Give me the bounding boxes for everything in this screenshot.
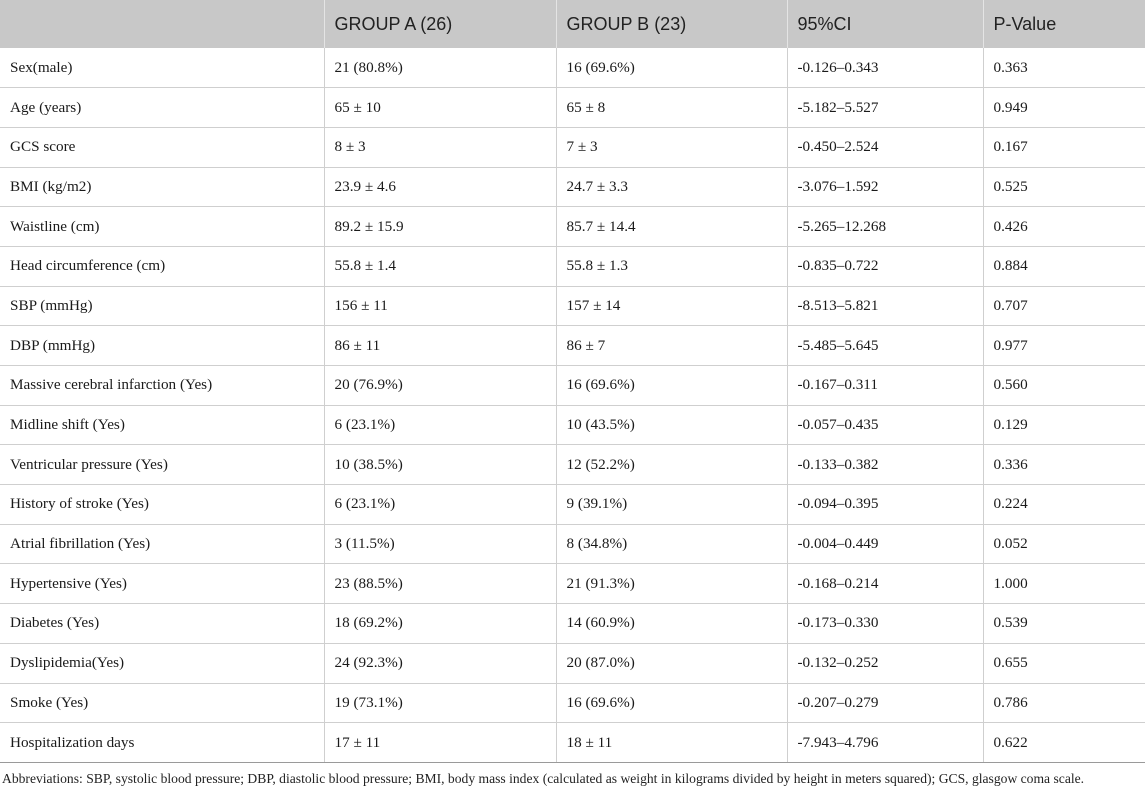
group-a-cell: 19 (73.1%): [324, 683, 556, 723]
table-row: [0, 48, 1145, 88]
p-value-cell: 0.884: [983, 246, 1145, 286]
group-b-cell: 9 (39.1%): [556, 485, 787, 525]
variable-cell: GCS score: [0, 127, 324, 167]
variable-cell: Hypertensive (Yes): [0, 564, 324, 604]
ci-cell: -8.513–5.821: [787, 286, 983, 326]
group-b-cell: 8 (34.8%): [556, 524, 787, 564]
table-row: [0, 604, 1145, 644]
ci-cell: -0.450–2.524: [787, 127, 983, 167]
table-row: [0, 643, 1145, 683]
variable-cell: Diabetes (Yes): [0, 604, 324, 644]
p-value-cell: 0.977: [983, 326, 1145, 366]
p-value-cell: 1.000: [983, 564, 1145, 604]
table-row: [0, 207, 1145, 247]
variable-cell: Age (years): [0, 88, 324, 128]
variable-cell: Hospitalization days: [0, 723, 324, 763]
variable-cell: Massive cerebral infarction (Yes): [0, 366, 324, 406]
group-b-cell: 16 (69.6%): [556, 48, 787, 88]
p-value-cell: 0.525: [983, 167, 1145, 207]
ci-cell: -0.207–0.279: [787, 683, 983, 723]
table-body: [0, 48, 1145, 762]
p-value-cell: 0.224: [983, 485, 1145, 525]
ci-cell: -0.835–0.722: [787, 246, 983, 286]
table-row: [0, 88, 1145, 128]
ci-cell: -7.943–4.796: [787, 723, 983, 763]
table-row: [0, 326, 1145, 366]
p-value-cell: 0.655: [983, 643, 1145, 683]
group-a-cell: 55.8 ± 1.4: [324, 246, 556, 286]
p-value-cell: 0.786: [983, 683, 1145, 723]
variable-cell: Midline shift (Yes): [0, 405, 324, 445]
table-row: [0, 286, 1145, 326]
p-value-cell: 0.949: [983, 88, 1145, 128]
variable-cell: Smoke (Yes): [0, 683, 324, 723]
table-row: [0, 246, 1145, 286]
table-row: [0, 405, 1145, 445]
ci-cell: -5.485–5.645: [787, 326, 983, 366]
group-a-cell: 6 (23.1%): [324, 405, 556, 445]
table-row: [0, 167, 1145, 207]
header-cell-group-a: GROUP A (26): [324, 0, 556, 48]
group-b-cell: 55.8 ± 1.3: [556, 246, 787, 286]
p-value-cell: 0.622: [983, 723, 1145, 763]
header-cell-group-b: GROUP B (23): [556, 0, 787, 48]
group-a-cell: 3 (11.5%): [324, 524, 556, 564]
group-a-cell: 18 (69.2%): [324, 604, 556, 644]
group-a-cell: 23.9 ± 4.6: [324, 167, 556, 207]
group-a-cell: 86 ± 11: [324, 326, 556, 366]
group-a-cell: 156 ± 11: [324, 286, 556, 326]
table-row: [0, 366, 1145, 406]
ci-cell: -0.168–0.214: [787, 564, 983, 604]
ci-cell: -0.126–0.343: [787, 48, 983, 88]
group-a-cell: 20 (76.9%): [324, 366, 556, 406]
p-value-cell: 0.539: [983, 604, 1145, 644]
group-a-cell: 8 ± 3: [324, 127, 556, 167]
group-a-cell: 23 (88.5%): [324, 564, 556, 604]
table-footnote: Abbreviations: SBP, systolic blood pressure; DBP, diastolic blood pressure; BMI, body mass index (calculated as weight in kilograms divided by height in meters squared); GCS, glasgow coma scale.: [2, 770, 1085, 786]
variable-cell: DBP (mmHg): [0, 326, 324, 366]
variable-cell: Atrial fibrillation (Yes): [0, 524, 324, 564]
group-b-cell: 65 ± 8: [556, 88, 787, 128]
ci-cell: -0.004–0.449: [787, 524, 983, 564]
table-row: [0, 485, 1145, 525]
variable-cell: Head circumference (cm): [0, 246, 324, 286]
header-row: [0, 0, 1145, 48]
table-row: [0, 127, 1145, 167]
p-value-cell: 0.336: [983, 445, 1145, 485]
p-value-cell: 0.363: [983, 48, 1145, 88]
group-a-cell: 6 (23.1%): [324, 485, 556, 525]
group-b-cell: 16 (69.6%): [556, 366, 787, 406]
group-b-cell: 12 (52.2%): [556, 445, 787, 485]
variable-cell: Dyslipidemia(Yes): [0, 643, 324, 683]
group-b-cell: 18 ± 11: [556, 723, 787, 763]
ci-cell: -3.076–1.592: [787, 167, 983, 207]
group-b-cell: 16 (69.6%): [556, 683, 787, 723]
variable-cell: Sex(male): [0, 48, 324, 88]
group-b-cell: 24.7 ± 3.3: [556, 167, 787, 207]
group-a-cell: 17 ± 11: [324, 723, 556, 763]
group-a-cell: 10 (38.5%): [324, 445, 556, 485]
group-b-cell: 86 ± 7: [556, 326, 787, 366]
p-value-cell: 0.129: [983, 405, 1145, 445]
group-a-cell: 21 (80.8%): [324, 48, 556, 88]
group-b-cell: 10 (43.5%): [556, 405, 787, 445]
group-b-cell: 85.7 ± 14.4: [556, 207, 787, 247]
p-value-cell: 0.560: [983, 366, 1145, 406]
header-cell-p-value: P-Value: [983, 0, 1145, 48]
ci-cell: -0.173–0.330: [787, 604, 983, 644]
variable-cell: History of stroke (Yes): [0, 485, 324, 525]
variable-cell: Ventricular pressure (Yes): [0, 445, 324, 485]
table-row: [0, 564, 1145, 604]
p-value-cell: 0.052: [983, 524, 1145, 564]
group-a-cell: 89.2 ± 15.9: [324, 207, 556, 247]
group-b-cell: 7 ± 3: [556, 127, 787, 167]
ci-cell: -0.167–0.311: [787, 366, 983, 406]
group-b-cell: 14 (60.9%): [556, 604, 787, 644]
group-a-cell: 24 (92.3%): [324, 643, 556, 683]
ci-cell: -0.094–0.395: [787, 485, 983, 525]
group-b-cell: 157 ± 14: [556, 286, 787, 326]
table-row: [0, 683, 1145, 723]
ci-cell: -0.057–0.435: [787, 405, 983, 445]
group-b-cell: 20 (87.0%): [556, 643, 787, 683]
table-row: [0, 524, 1145, 564]
table-row: [0, 445, 1145, 485]
ci-cell: -5.265–12.268: [787, 207, 983, 247]
table-header: [0, 0, 1145, 48]
table-row: [0, 723, 1145, 763]
header-cell-ci: 95%CI: [787, 0, 983, 48]
group-b-cell: 21 (91.3%): [556, 564, 787, 604]
variable-cell: BMI (kg/m2): [0, 167, 324, 207]
ci-cell: -5.182–5.527: [787, 88, 983, 128]
variable-cell: SBP (mmHg): [0, 286, 324, 326]
group-a-cell: 65 ± 10: [324, 88, 556, 128]
p-value-cell: 0.426: [983, 207, 1145, 247]
ci-cell: -0.132–0.252: [787, 643, 983, 683]
variable-cell: Waistline (cm): [0, 207, 324, 247]
p-value-cell: 0.167: [983, 127, 1145, 167]
ci-cell: -0.133–0.382: [787, 445, 983, 485]
header-cell-variable: [0, 0, 324, 48]
p-value-cell: 0.707: [983, 286, 1145, 326]
